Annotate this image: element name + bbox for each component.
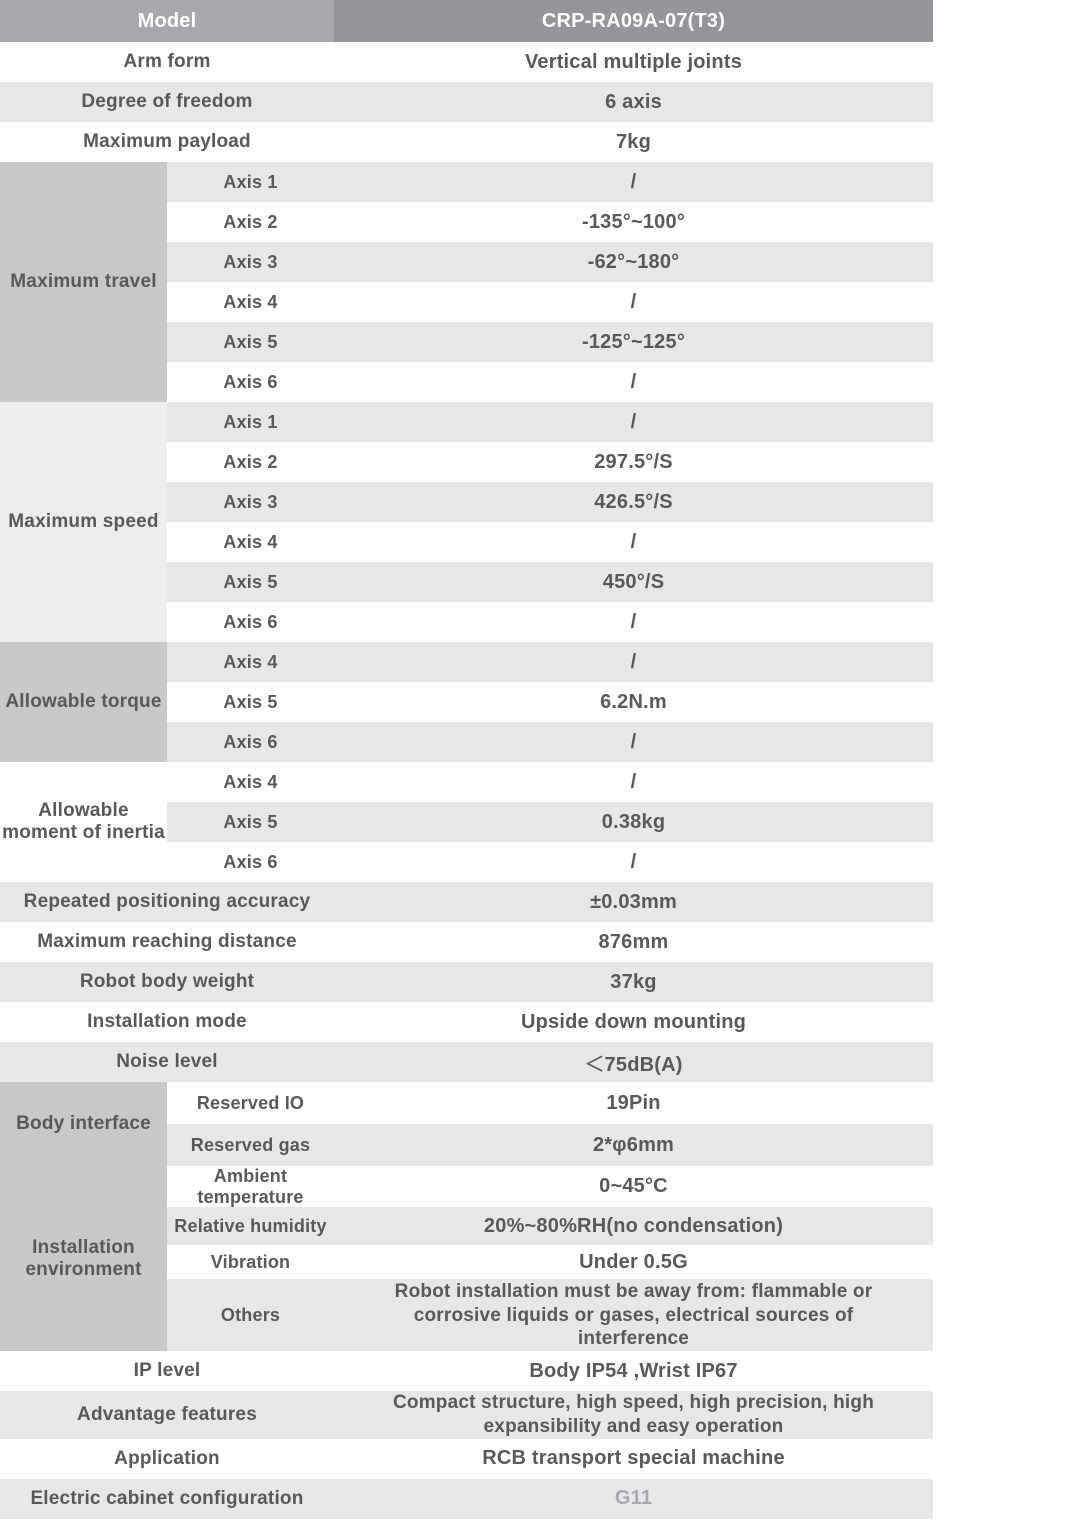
sub-label-inertia-axis-6: Axis 6 bbox=[167, 842, 334, 882]
table-row bbox=[0, 82, 1088, 122]
spacer-cell bbox=[933, 1479, 1088, 1519]
row-value-travel-axis-5: -125°~125° bbox=[334, 322, 933, 362]
table-row bbox=[0, 642, 1088, 682]
row-value-maximum-reaching-distance: 876mm bbox=[334, 922, 933, 962]
row-value-speed-axis-4: / bbox=[334, 522, 933, 562]
row-value-travel-axis-2: -135°~100° bbox=[334, 202, 933, 242]
spacer-cell bbox=[933, 1207, 1088, 1245]
table-row bbox=[0, 42, 1088, 82]
spacer-cell bbox=[933, 42, 1088, 82]
spacer-cell bbox=[933, 922, 1088, 962]
row-value-inertia-axis-5: 0.38kg bbox=[334, 802, 933, 842]
sub-label-reserved-gas: Reserved gas bbox=[167, 1124, 334, 1166]
sub-label-travel-axis-5: Axis 5 bbox=[167, 322, 334, 362]
spacer-cell bbox=[933, 242, 1088, 282]
sub-label-torque-axis-6: Axis 6 bbox=[167, 722, 334, 762]
spacer-cell bbox=[933, 682, 1088, 722]
sub-label-inertia-axis-5: Axis 5 bbox=[167, 802, 334, 842]
row-value-speed-axis-6: / bbox=[334, 602, 933, 642]
table-row bbox=[0, 1479, 1088, 1519]
row-value-inertia-axis-4: / bbox=[334, 762, 933, 802]
table-row bbox=[0, 0, 1088, 42]
sub-label-reserved-io: Reserved IO bbox=[167, 1082, 334, 1124]
spacer-cell bbox=[933, 82, 1088, 122]
spacer-cell bbox=[933, 1439, 1088, 1479]
row-label-allowable-moment-of-inertia: Allowable moment of inertia bbox=[0, 762, 167, 882]
table-row bbox=[0, 1166, 1088, 1207]
sub-label-torque-axis-5: Axis 5 bbox=[167, 682, 334, 722]
table-row bbox=[0, 1351, 1088, 1391]
spacer-cell bbox=[933, 1279, 1088, 1351]
row-value-arm-form: Vertical multiple joints bbox=[334, 42, 933, 82]
row-label-ip-level: IP level bbox=[0, 1351, 334, 1391]
row-value-degree-of-freedom: 6 axis bbox=[334, 82, 933, 122]
row-value-inertia-axis-6: / bbox=[334, 842, 933, 882]
row-label-electric-cabinet-configuration: Electric cabinet configuration bbox=[0, 1479, 334, 1519]
row-value-electric-cabinet-configuration: G11 bbox=[334, 1479, 933, 1519]
sub-label-speed-axis-4: Axis 4 bbox=[167, 522, 334, 562]
table-row bbox=[0, 1002, 1088, 1042]
spacer-cell bbox=[933, 802, 1088, 842]
row-label-arm-form: Arm form bbox=[0, 42, 334, 82]
spacer-cell bbox=[933, 322, 1088, 362]
row-label-body-interface: Body interface bbox=[0, 1082, 167, 1166]
spacer-cell bbox=[933, 1351, 1088, 1391]
sub-label-vibration: Vibration bbox=[167, 1245, 334, 1279]
sub-label-travel-axis-6: Axis 6 bbox=[167, 362, 334, 402]
sub-label-inertia-axis-4: Axis 4 bbox=[167, 762, 334, 802]
table-row bbox=[0, 1391, 1088, 1439]
table-row bbox=[0, 1439, 1088, 1479]
spacer-cell bbox=[933, 642, 1088, 682]
spacer-cell bbox=[933, 722, 1088, 762]
sub-label-speed-axis-6: Axis 6 bbox=[167, 602, 334, 642]
sub-label-speed-axis-2: Axis 2 bbox=[167, 442, 334, 482]
spacer-cell bbox=[933, 762, 1088, 802]
row-value-speed-axis-3: 426.5°/S bbox=[334, 482, 933, 522]
row-value-maximum-payload: 7kg bbox=[334, 122, 933, 162]
row-label-installation-mode: Installation mode bbox=[0, 1002, 334, 1042]
spacer-cell bbox=[933, 1042, 1088, 1082]
sub-label-travel-axis-4: Axis 4 bbox=[167, 282, 334, 322]
row-label-maximum-reaching-distance: Maximum reaching distance bbox=[0, 922, 334, 962]
spacer-cell bbox=[933, 962, 1088, 1002]
spacer-cell bbox=[933, 362, 1088, 402]
spacer-cell bbox=[933, 1245, 1088, 1279]
row-value-torque-axis-5: 6.2N.m bbox=[334, 682, 933, 722]
row-label-allowable-torque: Allowable torque bbox=[0, 642, 167, 762]
row-value-installation-mode: Upside down mounting bbox=[334, 1002, 933, 1042]
row-value-speed-axis-2: 297.5°/S bbox=[334, 442, 933, 482]
row-value-travel-axis-1: / bbox=[334, 162, 933, 202]
row-value-ambient-temperature: 0~45°C bbox=[334, 1166, 933, 1207]
sub-label-torque-axis-4: Axis 4 bbox=[167, 642, 334, 682]
table-row bbox=[0, 962, 1088, 1002]
row-value-reserved-gas: 2*φ6mm bbox=[334, 1124, 933, 1166]
spacer-cell bbox=[933, 122, 1088, 162]
spacer-cell bbox=[933, 482, 1088, 522]
spacer-cell bbox=[933, 442, 1088, 482]
sub-label-others: Others bbox=[167, 1279, 334, 1351]
sub-label-ambient-temperature: Ambient temperature bbox=[167, 1166, 334, 1207]
row-label-advantage-features: Advantage features bbox=[0, 1391, 334, 1439]
spacer-cell bbox=[933, 1124, 1088, 1166]
spacer-cell bbox=[933, 1002, 1088, 1042]
row-value-noise-level: ＜75dB(A) bbox=[334, 1042, 933, 1082]
table-row bbox=[0, 1042, 1088, 1082]
table-row bbox=[0, 882, 1088, 922]
row-label-maximum-payload: Maximum payload bbox=[0, 122, 334, 162]
spacer-cell bbox=[933, 162, 1088, 202]
spacer-cell bbox=[933, 882, 1088, 922]
table-row bbox=[0, 402, 1088, 442]
row-label-robot-body-weight: Robot body weight bbox=[0, 962, 334, 1002]
row-label-repeated-positioning-accuracy: Repeated positioning accuracy bbox=[0, 882, 334, 922]
row-value-repeated-positioning-accuracy: ±0.03mm bbox=[334, 882, 933, 922]
sub-label-speed-axis-5: Axis 5 bbox=[167, 562, 334, 602]
header-label: Model bbox=[0, 0, 334, 42]
row-value-torque-axis-4: / bbox=[334, 642, 933, 682]
sub-label-speed-axis-1: Axis 1 bbox=[167, 402, 334, 442]
row-value-travel-axis-3: -62°~180° bbox=[334, 242, 933, 282]
row-value-travel-axis-6: / bbox=[334, 362, 933, 402]
row-label-maximum-speed: Maximum speed bbox=[0, 402, 167, 642]
spacer-cell bbox=[933, 1166, 1088, 1207]
sub-label-relative-humidity: Relative humidity bbox=[167, 1207, 334, 1245]
spacer-cell bbox=[933, 0, 1088, 42]
sub-label-travel-axis-2: Axis 2 bbox=[167, 202, 334, 242]
row-label-installation-environment: Installation environment bbox=[0, 1166, 167, 1351]
spacer-cell bbox=[933, 522, 1088, 562]
table-row bbox=[0, 1082, 1088, 1124]
row-label-degree-of-freedom: Degree of freedom bbox=[0, 82, 334, 122]
row-value-travel-axis-4: / bbox=[334, 282, 933, 322]
row-label-application: Application bbox=[0, 1439, 334, 1479]
row-label-maximum-travel: Maximum travel bbox=[0, 162, 167, 402]
spacer-cell bbox=[933, 562, 1088, 602]
sub-label-travel-axis-3: Axis 3 bbox=[167, 242, 334, 282]
sub-label-travel-axis-1: Axis 1 bbox=[167, 162, 334, 202]
table-row bbox=[0, 922, 1088, 962]
table-row bbox=[0, 122, 1088, 162]
spacer-cell bbox=[933, 842, 1088, 882]
spacer-cell bbox=[933, 202, 1088, 242]
spacer-cell bbox=[933, 282, 1088, 322]
header-value: CRP-RA09A-07(T3) bbox=[334, 0, 933, 42]
row-value-advantage-features: Compact structure, high speed, high precision, high expansibility and easy operation bbox=[334, 1391, 933, 1439]
row-value-robot-body-weight: 37kg bbox=[334, 962, 933, 1002]
row-value-relative-humidity: 20%~80%RH(no condensation) bbox=[334, 1207, 933, 1245]
row-value-vibration: Under 0.5G bbox=[334, 1245, 933, 1279]
row-label-noise-level: Noise level bbox=[0, 1042, 334, 1082]
row-value-torque-axis-6: / bbox=[334, 722, 933, 762]
row-value-speed-axis-1: / bbox=[334, 402, 933, 442]
row-value-others: Robot installation must be away from: flammable or corrosive liquids or gases, electrical sources of interference bbox=[334, 1279, 933, 1351]
spacer-cell bbox=[933, 402, 1088, 442]
table-row bbox=[0, 762, 1088, 802]
table-row bbox=[0, 162, 1088, 202]
spacer-cell bbox=[933, 1391, 1088, 1439]
sub-label-speed-axis-3: Axis 3 bbox=[167, 482, 334, 522]
row-value-application: RCB transport special machine bbox=[334, 1439, 933, 1479]
spacer-cell bbox=[933, 1082, 1088, 1124]
row-value-reserved-io: 19Pin bbox=[334, 1082, 933, 1124]
spacer-cell bbox=[933, 602, 1088, 642]
row-value-speed-axis-5: 450°/S bbox=[334, 562, 933, 602]
row-value-ip-level: Body IP54 ,Wrist IP67 bbox=[334, 1351, 933, 1391]
